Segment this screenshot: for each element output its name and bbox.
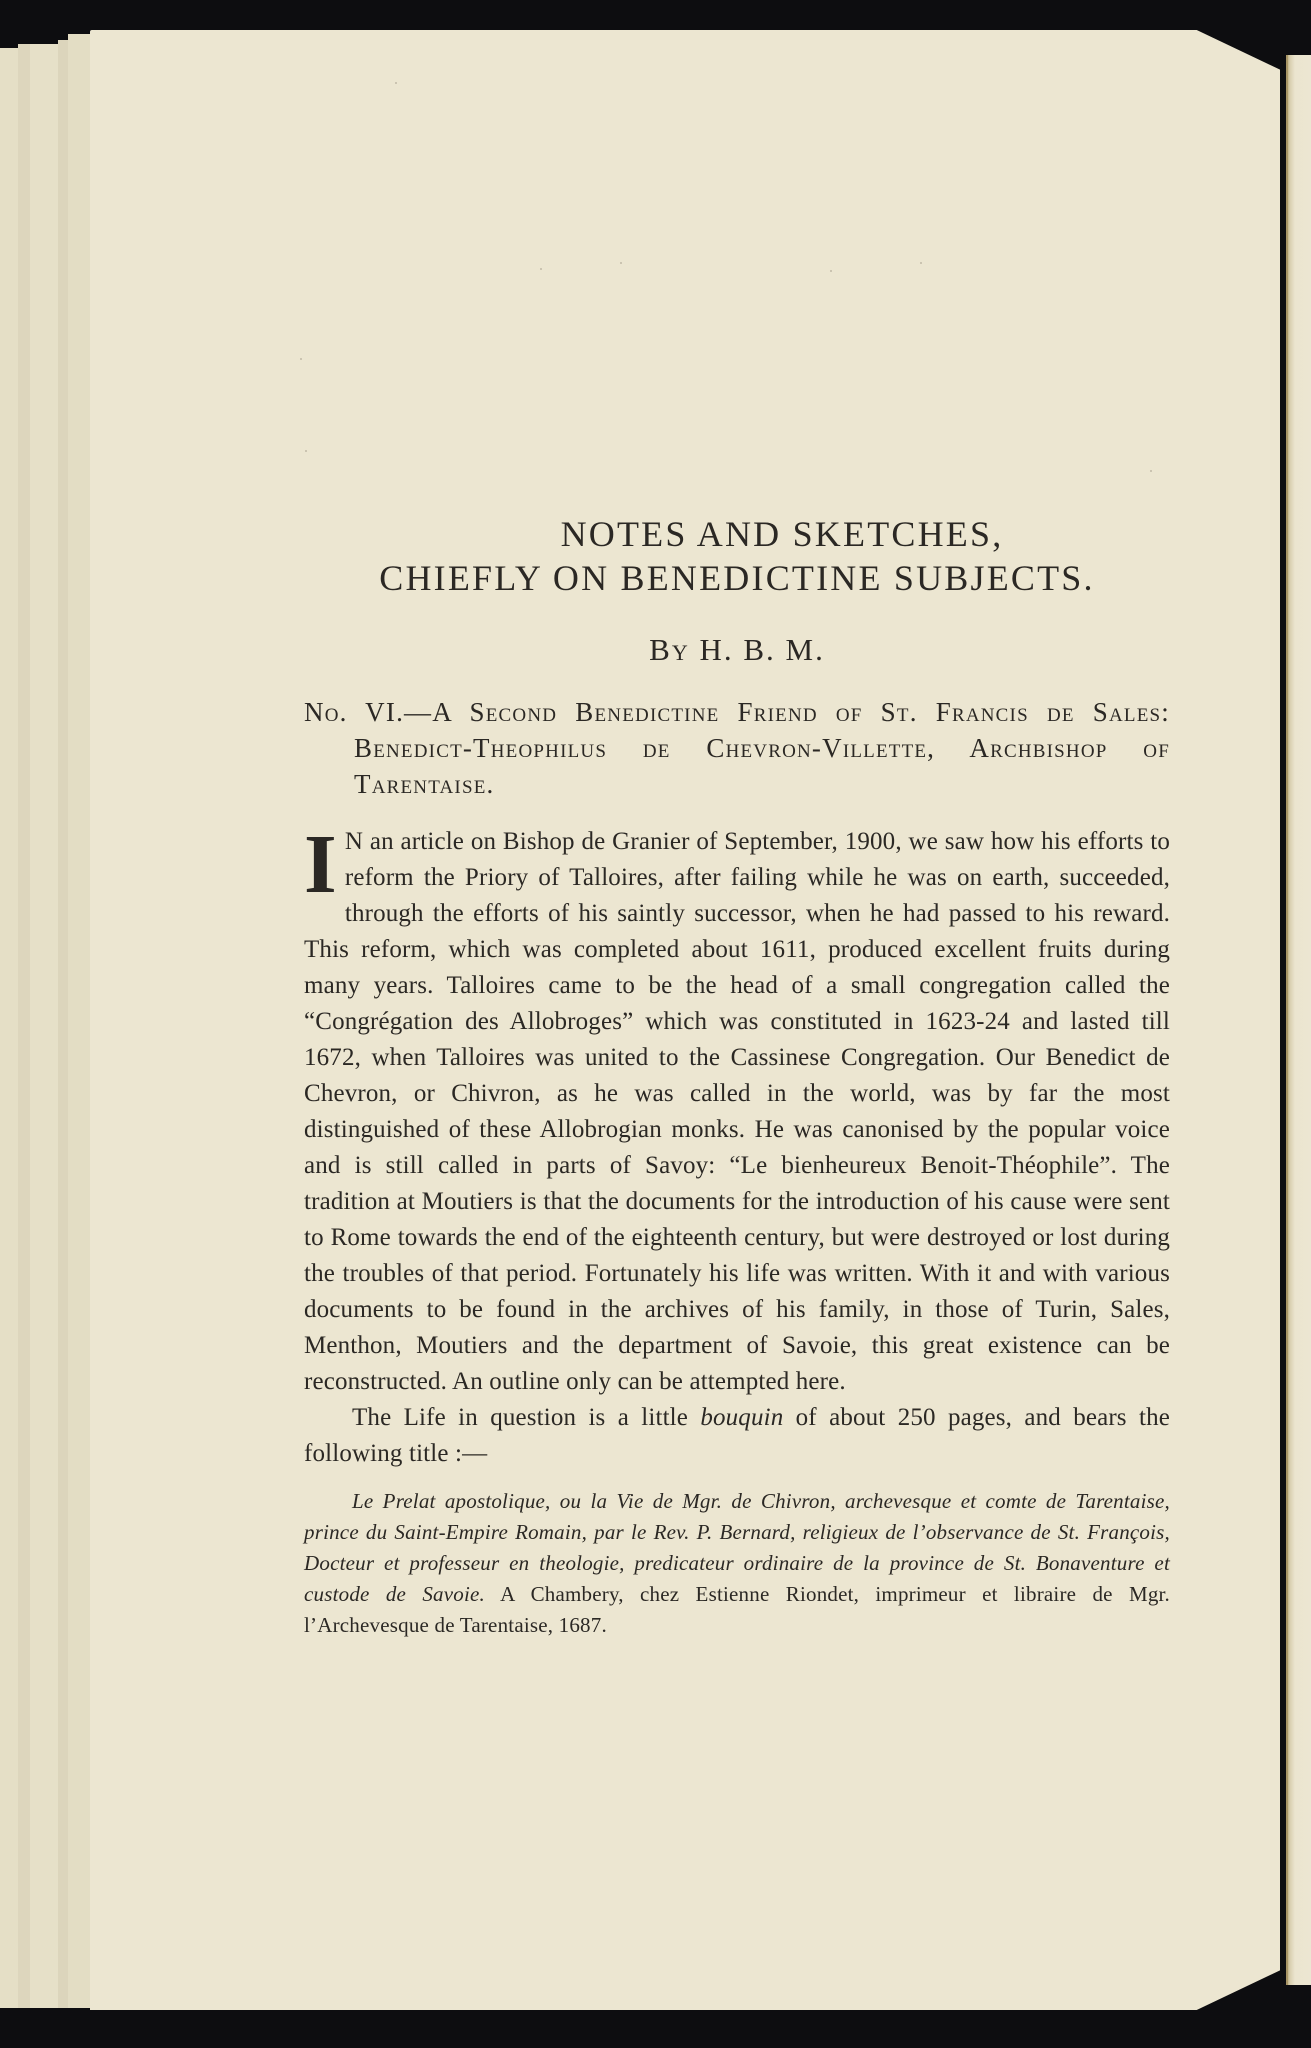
- paragraph: [304, 1400, 1170, 1472]
- paper-speck: [620, 262, 622, 264]
- quote-imprint: A Chambery, chez Estienne Riondet, imprimeur et libraire de Mgr. l’Archevesque de Tarentaise, 1687.: [304, 1582, 1171, 1637]
- byline-prefix: By: [649, 632, 690, 667]
- paper-speck: [830, 270, 832, 272]
- paper-speck: [300, 358, 302, 360]
- paper-speck: [920, 262, 922, 264]
- section-heading: No. VI.—A Second Benedictine Friend of St. Francis de Sales: Benedict-Theophilus de Chevron-Villette, Archbishop of Tarentaise.: [304, 697, 1170, 799]
- gutter-fold: [1286, 55, 1288, 1985]
- page-stack-edge: [0, 48, 19, 2008]
- page-stack-edge: [30, 44, 59, 2008]
- paper-speck: [305, 450, 307, 452]
- book-gutter: [1287, 55, 1311, 1985]
- paper-speck: [540, 268, 542, 270]
- article-body: [304, 818, 1170, 1472]
- paper-speck: [1150, 470, 1152, 472]
- article-title: [304, 512, 1170, 600]
- paper-speck: [395, 82, 397, 84]
- drop-cap: I: [304, 818, 337, 911]
- title-line-1: NOTES AND SKETCHES,: [560, 514, 1004, 554]
- title-line-2: CHIEFLY ON BENEDICTINE SUBJECTS.: [379, 558, 1095, 598]
- byline-author: H. B. M.: [699, 632, 825, 667]
- paragraph-text: The Life in question is a little: [352, 1404, 701, 1431]
- byline: [304, 630, 1170, 670]
- paragraph: [304, 818, 1170, 1400]
- article: [304, 512, 1170, 1641]
- paragraph-text: of about 250 pages, and bears the following title :—: [304, 1404, 1170, 1467]
- paragraph-text: N an article on Bishop de Granier of September, 1900, we saw how his efforts to reform the Priory of Talloires, after failing while he was on earth, succeeded, through the efforts of his saintly successor, when he had passed to his reward. This reform, which was completed about 1611, produced excellent fruits during many years. Talloires came to be the head of a small congregation called the “Congrégation des Allobroges” which was constituted in 1623-24 and lasted till 1672, when Talloires was united to the Cassinese Congregation. Our Benedict de Chevron, or Chivron, as he was called in the world, was by far the most distinguished of these Allobrogian monks. He was canonised by the popular voice and is still called in parts of Savoy: “Le bienheureux Benoit-Théophile”. The tradition at Moutiers is that the documents for the introduction of his cause were sent to Rome towards the end of the eighteenth century, but were destroyed or lost during the troubles of that period. Fortunately his life was written. With it and with various documents to be found in the archives of his family, in those of Turin, Sales, Menthon, Moutiers and the department of Savoie, this great existence can be reconstructed. An outline only can be attempted here.: [304, 828, 1170, 1395]
- italic-term: bouquin: [700, 1404, 784, 1431]
- quote-title: Le Prelat apostolique, ou la Vie de Mgr. de Chivron, archevesque et comte de Tarentaise, prince du Saint-Empire Romain, par le Rev. P. Bernard, religieux de l’observance de St. François, Docteur et professeur en theologie, predicateur ordinaire de la province de St. Bonaventure et custode de Savoie.: [304, 1489, 1170, 1606]
- page-stack-edge: [68, 34, 91, 2008]
- block-quote: [304, 1486, 1170, 1641]
